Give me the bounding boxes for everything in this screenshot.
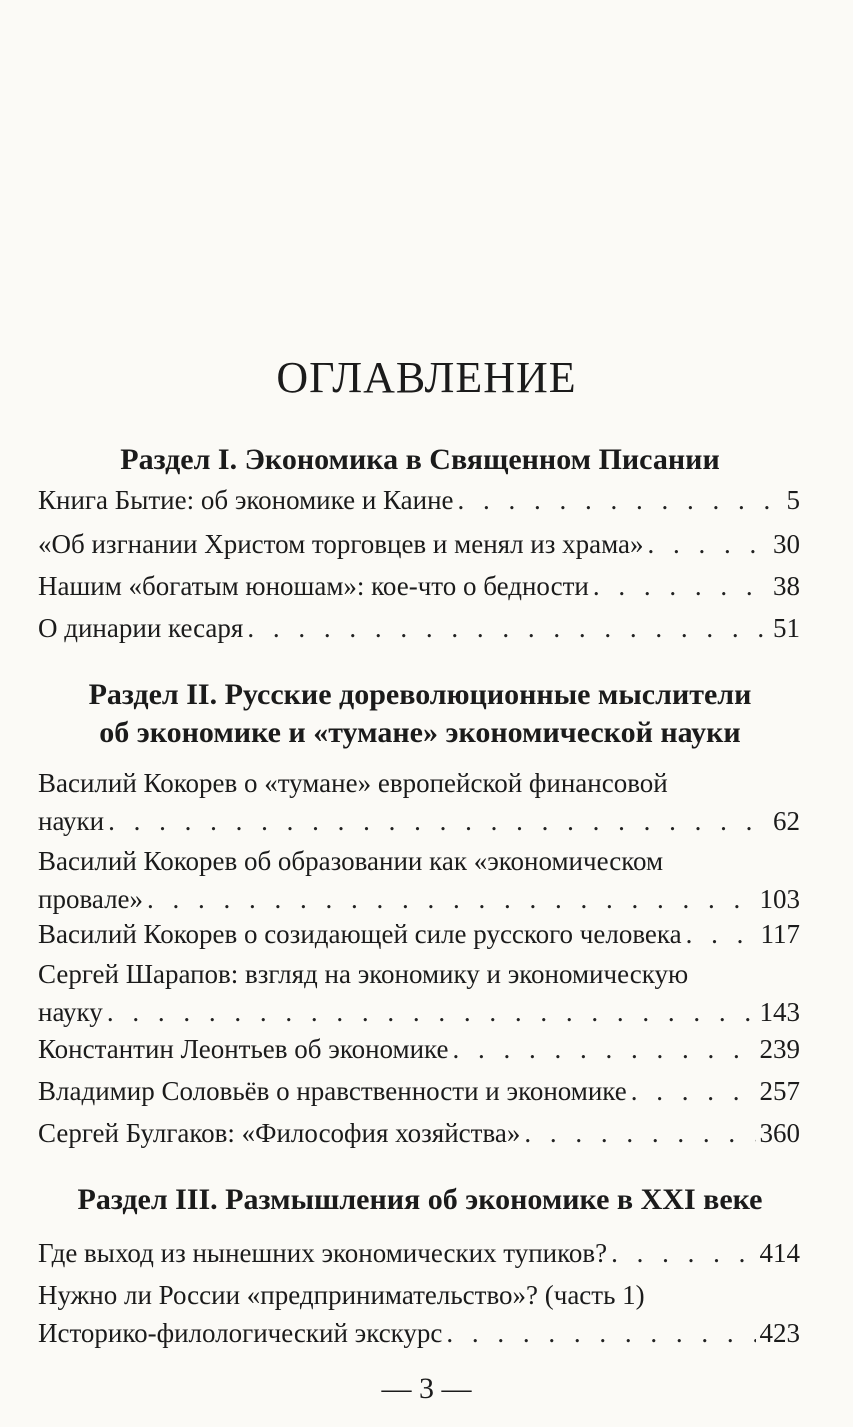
toc-entry bbox=[38, 1236, 800, 1270]
section-heading-line: об экономике и «тумане» экономической науки bbox=[99, 716, 741, 749]
toc-entry-page: 30 bbox=[773, 529, 800, 559]
toc-entry-title: Книга Бытие: об экономике и Каине bbox=[38, 485, 454, 515]
toc-entry bbox=[38, 917, 800, 951]
toc-entry bbox=[38, 527, 800, 561]
toc-entry-title: Историко-филологический экскурс bbox=[38, 1318, 443, 1348]
toc-entry-page: 5 bbox=[786, 485, 800, 515]
section-heading-line: Раздел II. Русские дореволюционные мыслители bbox=[88, 678, 752, 711]
toc-entry bbox=[38, 1278, 800, 1350]
leader-dots bbox=[147, 882, 755, 916]
section-heading-line: Раздел III. Размышления об экономике в XXI веке bbox=[77, 1183, 763, 1216]
toc-entry-title: «Об изгнании Христом торговцев и менял из храма» bbox=[38, 529, 644, 559]
toc-entry-title: науку bbox=[38, 997, 103, 1027]
toc-entry-page: 423 bbox=[759, 1318, 800, 1348]
toc-entry-page: 62 bbox=[773, 806, 800, 836]
leader-dots bbox=[611, 1236, 755, 1270]
section-heading-2 bbox=[40, 676, 800, 752]
leader-dots bbox=[452, 1032, 755, 1066]
toc-entry bbox=[38, 957, 800, 1029]
toc-entry-title: Сергей Булгаков: «Философия хозяйства» bbox=[38, 1118, 521, 1148]
toc-entry-page: 38 bbox=[773, 571, 800, 601]
toc-entry-page: 51 bbox=[773, 613, 800, 643]
toc-entry bbox=[38, 1116, 800, 1150]
leader-dots bbox=[107, 995, 756, 1029]
toc-entry-title-line: Нужно ли России «предпринимательство»? (часть 1) bbox=[38, 1280, 645, 1310]
toc-entry bbox=[38, 1074, 800, 1108]
section-heading-3 bbox=[40, 1181, 800, 1219]
leader-dots bbox=[458, 483, 783, 517]
toc-entry-title: науки bbox=[38, 806, 105, 836]
toc-entry-title: О динарии кесаря bbox=[38, 613, 244, 643]
leader-dots bbox=[247, 611, 769, 645]
leader-dots bbox=[631, 1074, 756, 1108]
toc-entry-page: 414 bbox=[759, 1238, 800, 1268]
leader-dots bbox=[446, 1316, 755, 1350]
toc-entry bbox=[38, 611, 800, 645]
toc-entry-title: Владимир Соловьёв о нравственности и экономике bbox=[38, 1076, 627, 1106]
toc-entry bbox=[38, 844, 800, 916]
leader-dots bbox=[686, 917, 757, 951]
toc-entry bbox=[38, 569, 800, 603]
toc-entry-title: Василий Кокорев о созидающей силе русского человека bbox=[38, 919, 682, 949]
toc-entry-page: 117 bbox=[760, 919, 800, 949]
toc-entry bbox=[38, 766, 800, 838]
toc-entry-title-line: Василий Кокорев о «тумане» европейской финансовой bbox=[38, 768, 668, 798]
toc-entry-page: 103 bbox=[759, 884, 800, 914]
leader-dots bbox=[648, 527, 769, 561]
toc-entry-title: провале» bbox=[38, 884, 144, 914]
leader-dots bbox=[524, 1116, 755, 1150]
toc-entry-page: 257 bbox=[759, 1076, 800, 1106]
toc-entry-page: 143 bbox=[759, 997, 800, 1027]
toc-entry-title: Константин Леонтьев об экономике bbox=[38, 1034, 449, 1064]
toc-entry-title-line: Василий Кокорев об образовании как «экономическом bbox=[38, 846, 664, 876]
leader-dots bbox=[593, 569, 769, 603]
page-title: ОГЛАВЛЕНИЕ bbox=[276, 353, 577, 402]
page-number: — 3 — bbox=[381, 1372, 472, 1405]
toc-entry-title: Нашим «богатым юношам»: кое-что о бедности bbox=[38, 571, 589, 601]
toc-entry-title: Где выход из нынешних экономических тупиков? bbox=[38, 1238, 608, 1268]
toc-entry-page: 239 bbox=[759, 1034, 800, 1064]
toc-entry-page: 360 bbox=[759, 1118, 800, 1148]
toc-entry bbox=[38, 1032, 800, 1066]
section-heading-line: Раздел I. Экономика в Священном Писании bbox=[120, 443, 720, 476]
leader-dots bbox=[108, 804, 769, 838]
toc-entry bbox=[38, 483, 800, 517]
toc-entry-title-line: Сергей Шарапов: взгляд на экономику и экономическую bbox=[38, 959, 689, 989]
section-heading-1 bbox=[40, 441, 800, 479]
